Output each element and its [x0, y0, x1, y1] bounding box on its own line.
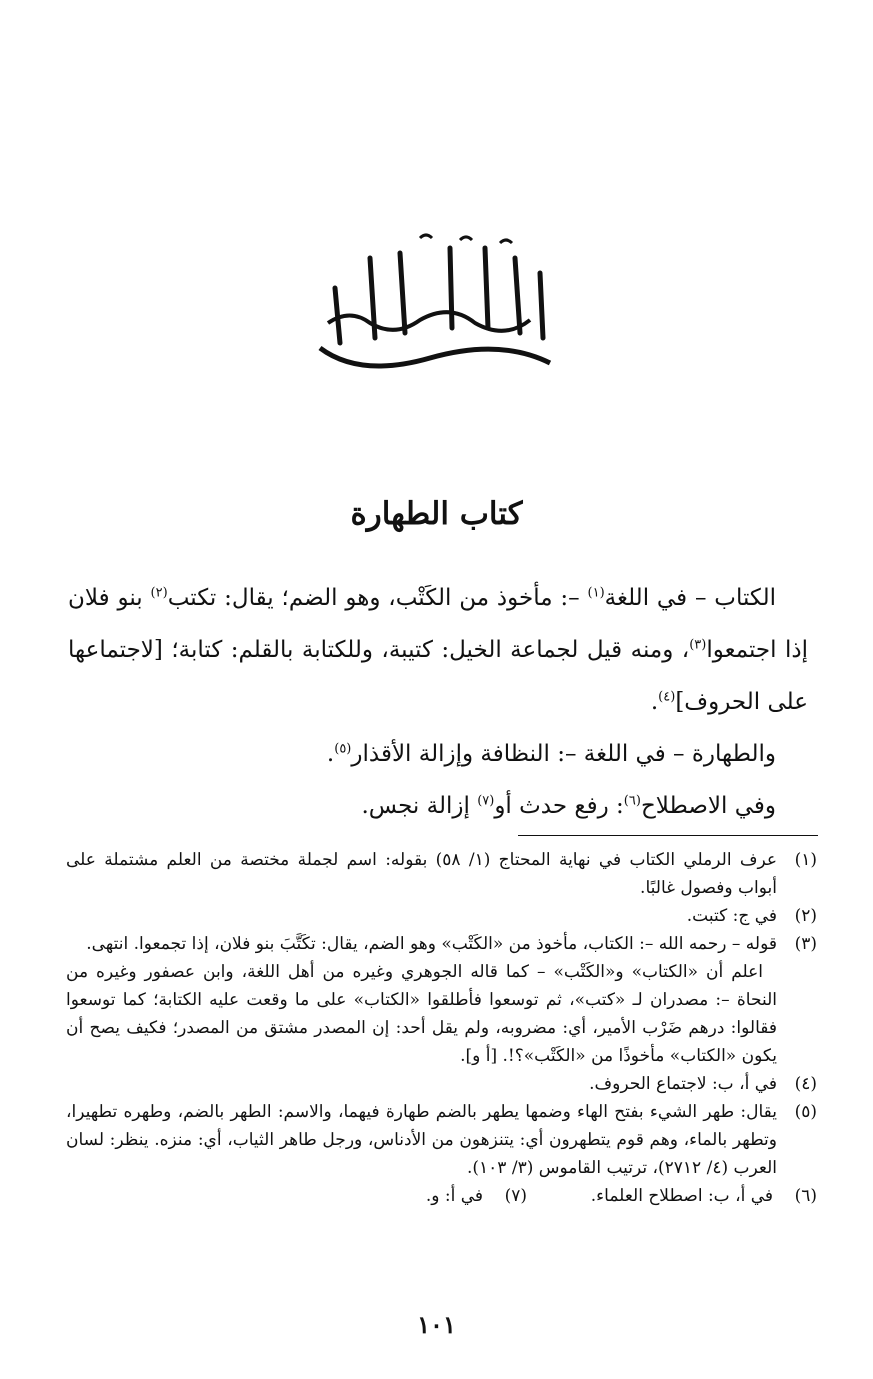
footnote-number: (١): [794, 850, 817, 870]
footnote-ref: (٧): [477, 793, 495, 809]
footnote-ref: (٤): [658, 689, 676, 705]
paragraph-tahara-istilah: وفي الاصطلاح$^{(٦)}$: رفع حدث أو$^{(٧)}$ إزالة نجس.: [361, 793, 776, 819]
footnote-text: عرف الرملي الكتاب في نهاية المحتاج (١/ ٥٨) بقوله: اسم لجملة مختصة من العلم مشتملة على أبواب وفصول غالبًا.: [66, 850, 778, 898]
footnote-number: (٧): [504, 1186, 527, 1206]
footnote-3-continuation: اعلم أن «الكتاب» و«الكَتْب» – كما قاله الجوهري وغيره من أهل اللغة، وابن عصفور وغيره من النحاة –: مصدران لـ «كتب»، ثم توسعوا فأطلقوا «الكتاب» على ما وقعت عليه الكتابة؛ كما توسعوا فقالوا: درهم ضَرْب الأمير، أي: مضروبه، ولم يقل أحد: إن المصدر مشتق من المصدر؛ فكيف يصح أن يكون «الكتاب» مأخوذًا من «الكَتْب»؟!. [أ و].: [66, 962, 777, 1066]
footnote-number: (٤): [794, 1074, 817, 1094]
footnote-number: (٢): [794, 906, 817, 926]
footnote-ref: (٢): [150, 585, 168, 601]
footnote-separator: [518, 835, 818, 836]
footnote-4: [66, 1070, 817, 1098]
footnote-ref: (٥): [334, 741, 352, 757]
footnote-3: [66, 930, 817, 958]
footnote-text: قوله – رحمه الله –: الكتاب، مأخوذ من «الكَتْب» وهو الضم، يقال: تكَتَّبَ بنو فلان، إذا تجمعوا. انتهى.: [86, 934, 777, 954]
footnote-number: (٣): [794, 934, 817, 954]
footnote-6: [527, 1182, 817, 1210]
basmala-calligraphy: [300, 228, 570, 388]
footnote-text: في أ، ب: اصطلاح العلماء.: [590, 1186, 773, 1206]
footnote-text: في ج: كتبت.: [686, 906, 777, 926]
footnote-text: في أ، ب: لاجتماع الحروف.: [589, 1074, 777, 1094]
footnotes: [66, 846, 817, 1210]
footnote-ref: (١): [587, 585, 605, 601]
footnote-2: [66, 902, 817, 930]
footnote-5: [66, 1098, 817, 1182]
paragraph-definition-kitab: الكتاب – في اللغة$^{(١)}$ –: مأخوذ من الكَتْب، وهو الضم؛ يقال: تكتب$^{(٢)}$ بنو فلان إذا اجتمعوا$^{(٣)}$، ومنه قيل لجماعة الخيل: كتيبة، وللكتابة بالقلم: كتابة؛ [لاجتماعها على الحروف]$^{(٤)}$.: [68, 585, 809, 715]
footnote-text: في أ: و.: [425, 1186, 483, 1206]
footnote-ref: (٣): [689, 637, 707, 653]
paragraph-tahara-lugha: والطهارة – في اللغة –: النظافة وإزالة الأقذار$^{(٥)}$.: [326, 741, 776, 767]
footnote-1: [66, 846, 817, 902]
footnote-text: يقال: طهر الشيء بفتح الهاء وضمها يطهر بالضم طهارة فيهما، والاسم: الطهر بالضم، وطهره تطهيرا، وتطهر بالماء، وهم قوم يتطهرون أي: يتنزهون من الأدناس، ورجل طاهر الثياب، أي: منزه. ينظر: لسان العرب (٤/ ٢٧١٢)، ترتيب القاموس (٣/ ١٠٣).: [66, 1102, 777, 1178]
main-text: [68, 572, 808, 832]
footnote-7: [426, 1182, 527, 1210]
footnote-number: (٦): [794, 1186, 817, 1206]
footnote-number: (٥): [794, 1102, 817, 1122]
footnotes-6-7: [66, 1182, 817, 1210]
footnote-ref: (٦): [623, 793, 641, 809]
chapter-title: كتاب الطهارة: [350, 496, 523, 532]
page-number: ١٠١: [417, 1310, 456, 1339]
